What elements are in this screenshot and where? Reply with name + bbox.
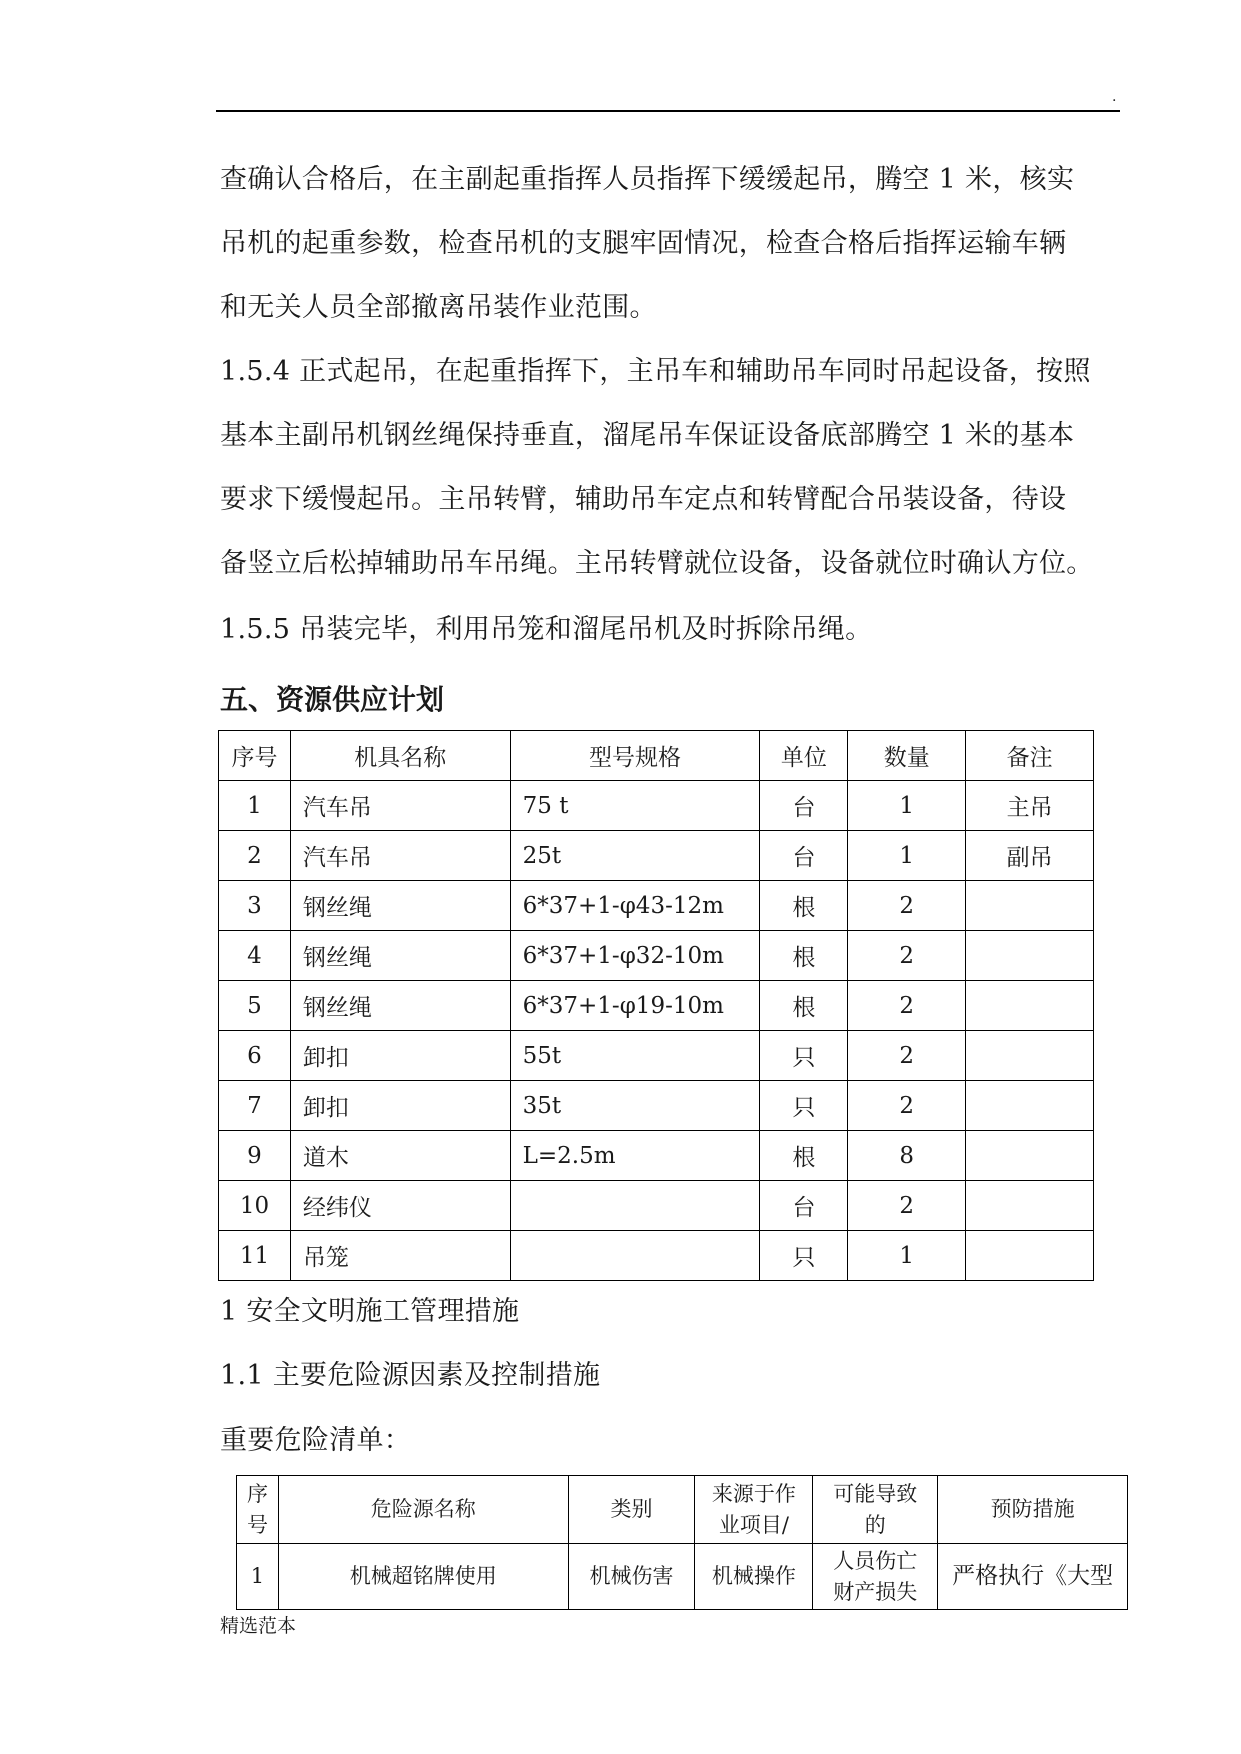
table-row — [219, 1131, 1094, 1181]
column-header-index — [237, 1476, 279, 1544]
table-row — [219, 1031, 1094, 1081]
cell-source — [695, 1544, 813, 1610]
cell-quantity: 2 — [848, 1181, 966, 1231]
cell-unit: 台 — [760, 781, 848, 831]
header-line: 可能导致 — [833, 1481, 918, 1506]
cell-quantity: 1 — [848, 1231, 966, 1281]
cell-line: 财产损失 — [833, 1579, 918, 1604]
hazard-table — [236, 1475, 1128, 1610]
cell-name: 汽车吊 — [290, 831, 510, 881]
paragraph-line: 要求下缓慢起吊。主吊转臂，辅助吊车定点和转臂配合吊装设备，待设 — [220, 484, 1067, 515]
header-line: 预防措施 — [990, 1497, 1075, 1521]
cell-quantity: 1 — [848, 831, 966, 881]
cell-index: 11 — [219, 1231, 291, 1281]
column-header-spec: 型号规格 — [510, 731, 760, 781]
cell-remark: 主吊 — [966, 781, 1094, 831]
cell-unit: 只 — [760, 1081, 848, 1131]
table-row — [219, 981, 1094, 1031]
cell-name: 经纬仪 — [290, 1181, 510, 1231]
header-rule — [216, 110, 1120, 112]
paragraph-line: 1.5.4 正式起吊，在起重指挥下，主吊车和辅助吊车同时吊起设备，按照 — [220, 356, 1091, 387]
header-line: 危险源名称 — [370, 1497, 476, 1521]
cell-category — [568, 1544, 695, 1610]
cell-name: 钢丝绳 — [290, 881, 510, 931]
cell-remark — [966, 931, 1094, 981]
cell-prevention — [938, 1544, 1128, 1610]
paragraph-line: 和无关人员全部撤离吊装作业范围。 — [220, 292, 657, 323]
column-header-prevention — [938, 1476, 1128, 1544]
table-row — [219, 1231, 1094, 1281]
cell-index: 5 — [219, 981, 291, 1031]
paragraph-line: 基本主副吊机钢丝绳保持垂直，溜尾吊车保证设备底部腾空 1 米的基本 — [220, 420, 1075, 451]
cell-remark — [966, 981, 1094, 1031]
cell-spec: 25t — [510, 831, 760, 881]
table-row — [219, 881, 1094, 931]
table-row — [219, 931, 1094, 981]
header-line: 类别 — [610, 1497, 653, 1521]
cell-line: 机械伤害 — [589, 1564, 674, 1588]
cell-spec: 6*37+1-φ43-12m — [510, 881, 760, 931]
cell-index: 9 — [219, 1131, 291, 1181]
cell-spec: 35t — [510, 1081, 760, 1131]
table-header-row — [219, 731, 1094, 781]
cell-index: 3 — [219, 881, 291, 931]
column-header-source — [695, 1476, 813, 1544]
column-header-index: 序号 — [219, 731, 291, 781]
cell-line: 严格执行《大型 — [952, 1563, 1114, 1589]
cell-remark: 副吊 — [966, 831, 1094, 881]
cell-name: 吊笼 — [290, 1231, 510, 1281]
paragraph-line: 1.5.5 吊装完毕，利用吊笼和溜尾吊机及时拆除吊绳。 — [220, 614, 873, 645]
paragraph-line: 吊机的起重参数，检查吊机的支腿牢固情况，检查合格后指挥运输车辆 — [220, 228, 1067, 259]
cell-unit: 只 — [760, 1031, 848, 1081]
header-line: 业项目/ — [718, 1512, 789, 1537]
cell-remark — [966, 881, 1094, 931]
cell-unit: 只 — [760, 1231, 848, 1281]
cell-index: 1 — [219, 781, 291, 831]
cell-name: 卸扣 — [290, 1081, 510, 1131]
cell-name: 钢丝绳 — [290, 981, 510, 1031]
cell-name: 钢丝绳 — [290, 931, 510, 981]
column-header-consequence — [813, 1476, 938, 1544]
column-header-category — [568, 1476, 695, 1544]
cell-spec: L=2.5m — [510, 1131, 760, 1181]
cell-name: 道木 — [290, 1131, 510, 1181]
table-row — [219, 781, 1094, 831]
hazard-list-label: 重要危险清单： — [220, 1425, 412, 1456]
cell-name: 汽车吊 — [290, 781, 510, 831]
cell-unit: 台 — [760, 1181, 848, 1231]
cell-index: 4 — [219, 931, 291, 981]
cell-spec: 6*37+1-φ32-10m — [510, 931, 760, 981]
cell-remark — [966, 1031, 1094, 1081]
table-row — [237, 1544, 1128, 1610]
table-row — [219, 831, 1094, 881]
cell-remark — [966, 1181, 1094, 1231]
footer-text: 精选范本 — [220, 1615, 297, 1637]
header-dot: . — [1112, 89, 1117, 105]
column-header-name: 机具名称 — [290, 731, 510, 781]
cell-index: 7 — [219, 1081, 291, 1131]
header-line: 序 — [246, 1481, 268, 1506]
cell-line: 机械超铭牌使用 — [349, 1564, 497, 1588]
cell-quantity: 2 — [848, 881, 966, 931]
cell-unit: 根 — [760, 881, 848, 931]
cell-quantity: 2 — [848, 1081, 966, 1131]
column-header-quantity: 数量 — [848, 731, 966, 781]
cell-spec: 6*37+1-φ19-10m — [510, 981, 760, 1031]
cell-index: 10 — [219, 1181, 291, 1231]
cell-name: 卸扣 — [290, 1031, 510, 1081]
header-line: 来源于作 — [711, 1481, 796, 1506]
column-header-unit: 单位 — [760, 731, 848, 781]
cell-index: 2 — [219, 831, 291, 881]
column-header-hazard-name — [278, 1476, 568, 1544]
cell-remark — [966, 1081, 1094, 1131]
cell-quantity: 1 — [848, 781, 966, 831]
cell-unit: 根 — [760, 1131, 848, 1181]
cell-line: 1 — [250, 1564, 265, 1588]
table-header-row — [237, 1476, 1128, 1544]
paragraph-line: 查确认合格后，在主副起重指挥人员指挥下缓缓起吊，腾空 1 米，核实 — [220, 164, 1075, 195]
cell-remark — [966, 1131, 1094, 1181]
cell-spec — [510, 1231, 760, 1281]
table-row — [219, 1081, 1094, 1131]
cell-line: 人员伤亡 — [833, 1548, 918, 1573]
cell-consequence — [813, 1544, 938, 1610]
safety-title: 1 安全文明施工管理措施 — [220, 1296, 520, 1327]
paragraph-line: 备竖立后松掉辅助吊车吊绳。主吊转臂就位设备，设备就位时确认方位。 — [220, 548, 1094, 579]
cell-line: 机械操作 — [711, 1564, 796, 1588]
cell-spec: 55t — [510, 1031, 760, 1081]
cell-quantity: 2 — [848, 981, 966, 1031]
section-heading: 五、资源供应计划 — [220, 683, 445, 716]
cell-quantity: 2 — [848, 1031, 966, 1081]
table-row — [219, 1181, 1094, 1231]
header-line: 号 — [246, 1512, 268, 1537]
cell-unit: 根 — [760, 931, 848, 981]
cell-unit: 台 — [760, 831, 848, 881]
cell-hazard-name — [278, 1544, 568, 1610]
cell-spec — [510, 1181, 760, 1231]
cell-remark — [966, 1231, 1094, 1281]
resource-table — [218, 730, 1094, 1281]
cell-spec: 75 t — [510, 781, 760, 831]
cell-index — [237, 1544, 279, 1610]
cell-index: 6 — [219, 1031, 291, 1081]
cell-unit: 根 — [760, 981, 848, 1031]
cell-quantity: 2 — [848, 931, 966, 981]
hazard-subtitle: 1.1 主要危险源因素及控制措施 — [220, 1360, 601, 1391]
column-header-remark: 备注 — [966, 731, 1094, 781]
header-line: 的 — [864, 1512, 886, 1537]
cell-quantity: 8 — [848, 1131, 966, 1181]
